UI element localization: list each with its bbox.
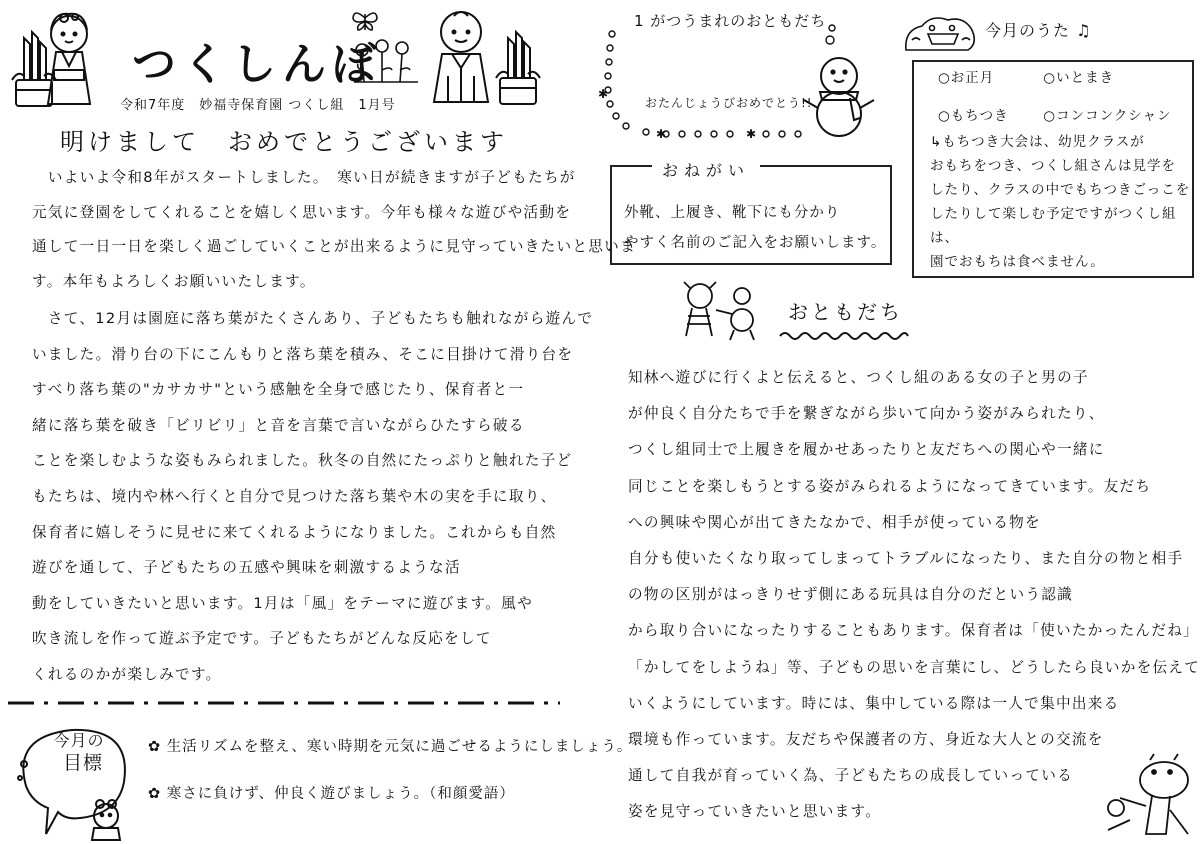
- paragraph-line: 通して一日一日を楽しく過ごしていくことが出来るように見守っていきたいと思いま: [32, 238, 636, 255]
- goal-item-text: 寒さに負けず、仲良く遊びましょう。（和顔愛語）: [166, 786, 515, 802]
- request-text: [624, 198, 886, 258]
- song-item: ○コンコンクシャン: [1043, 108, 1172, 124]
- song-note-line: 園でおもちは食べません。: [930, 254, 1105, 270]
- paragraph-line: もたちは、境内や林へ行くと自分で見つけた落ち葉や木の実を手に取り、: [32, 487, 557, 505]
- hippo-illustration: [1100, 750, 1196, 840]
- svg-text:✱: ✱: [746, 127, 757, 141]
- song-note-line: したり、クラスの中でもちつきごっこを: [930, 182, 1191, 198]
- svg-text:✱: ✱: [598, 87, 609, 101]
- paragraph-line: の物の区別がはっきりせず側にある玩具は自分のだという認識: [628, 586, 1074, 604]
- song-row: [938, 66, 1172, 104]
- paragraph-line: 保育者に嬉しそうに見せに来てくれるようになりました。これからも自然: [32, 523, 557, 541]
- section-divider: [8, 700, 560, 706]
- paragraph-line: への興味や関心が出てきたなかで、相手が使っている物を: [628, 513, 1041, 531]
- request-line: 外靴、上履き、靴下にも分かり: [624, 205, 841, 221]
- goal-item: [148, 782, 515, 803]
- issue-line: 令和7年度 妙福寺保育園 つくし組 1月号: [120, 98, 396, 113]
- goal-item: [148, 735, 632, 756]
- newsletter-title: つくしんぼ: [132, 39, 382, 90]
- paragraph-line: 自分も使いたくなり取ってしまってトラブルになったり、また自分の物と相手: [628, 549, 1184, 567]
- song-item-text: もちつき: [950, 108, 1009, 124]
- new-year-greeting: 明けまして おめでとうございます: [60, 128, 508, 156]
- paragraph-line: くれるのかが楽しみです。: [32, 665, 222, 683]
- girl-kimono-illustration: [36, 4, 102, 112]
- paragraph-line: 緒に落ち葉を破き「ビリビリ」と音を言葉で言いながらひたすら破る: [32, 416, 525, 434]
- request-heading: おねがい: [652, 158, 760, 181]
- paragraph-line: 同じことを楽しもうとする姿がみられるようになってきています。友だち: [628, 477, 1152, 495]
- intro-paragraph: [32, 166, 636, 304]
- paragraph-line: が仲良く自分たちで手を繋ぎながら歩いて向かう姿がみられたり、: [628, 405, 1105, 423]
- lion-dance-illustration: [902, 10, 978, 54]
- paragraph-line: 知林へ遊びに行くよと伝えると、つくし組のある女の子と男の子: [628, 369, 1089, 386]
- snowman-illustration: [796, 48, 882, 138]
- birthday-heading: 1 がつうまれのおともだち: [634, 12, 827, 30]
- song-item-text: お正月: [950, 70, 995, 86]
- friends-heading: おともだち: [788, 300, 903, 324]
- song-heading-text: 今月のうた: [985, 21, 1071, 40]
- flowers-illustration: [350, 38, 422, 86]
- paragraph-line: 姿を見守っていきたいと思います。: [628, 803, 882, 821]
- song-item: ○お正月: [938, 70, 995, 86]
- paragraph-line: いよいよ令和8年がスタートしました。 寒い日が続きますが子どもたちが: [32, 169, 576, 186]
- butterfly-icon: [350, 8, 380, 32]
- goal-item-text: 生活リズムを整え、寒い時期を元気に過ごせるようにしましょう。: [166, 739, 633, 755]
- song-note: [930, 130, 1200, 274]
- paragraph-line: 動をしていきたいと思います。1月は「風」をテーマに遊びます。風や: [32, 594, 533, 612]
- birthday-message: おたんじょうびおめでとう!!: [645, 96, 813, 110]
- paragraph-line: いくようにしています。時には、集中している際は一人で集中出来る: [628, 694, 1120, 712]
- paragraph-line: 元気に登園をしてくれることを嬉しく思います。今年も様々な遊びや活動を: [32, 203, 572, 221]
- autumn-paragraph: [32, 307, 593, 699]
- boy-hakama-illustration: [424, 6, 498, 110]
- paragraph-line: から取り合いになったりすることもあります。保育者は「使いたかったんだね」: [628, 622, 1200, 640]
- song-item: ○いとまき: [1043, 70, 1115, 86]
- paragraph-line: すべり落ち葉の"カサカサ"という感触を全身で感じたり、保育者と一: [32, 381, 525, 399]
- wavy-underline: [778, 330, 910, 342]
- song-note-line: おもちをつき、つくし組さんは見学を: [930, 158, 1176, 174]
- animal-friends-illustration: [676, 280, 772, 344]
- request-line: やすく名前のご記入をお願いします。: [624, 235, 887, 251]
- song-note-line: したりして楽しむ予定ですがつくし組は、: [930, 206, 1177, 246]
- paragraph-line: 吹き流しを作って遊ぶ予定です。子どもたちがどんな反応をして: [32, 630, 492, 648]
- paragraph-line: ことを楽しむような姿もみられました。秋冬の自然にたっぷりと触れた子ど: [32, 452, 573, 470]
- paragraph-line: 通して自我が育っていく為、子どもたちの成長していっている: [628, 767, 1074, 785]
- song-note-line: ↳もちつき大会は、幼児クラスが: [930, 134, 1145, 150]
- goal-heading: [14, 730, 144, 774]
- paragraph-line: 遊びを通して、子どもたちの五感や興味を刺激するような活: [32, 559, 461, 577]
- music-note-icon: ♫: [1076, 21, 1092, 40]
- paragraph-line: さて、12月は園庭に落ち葉がたくさんあり、子どもたちも触れながら遊んで: [32, 310, 594, 327]
- goal-heading-line1: 今月の: [53, 731, 105, 750]
- paragraph-line: いました。滑り台の下にこんもりと落ち葉を積み、そこに目掛けて滑り台を: [32, 345, 574, 363]
- song-heading: [985, 18, 1091, 41]
- song-item: ○もちつき: [938, 108, 1009, 124]
- flower-bullet-icon: ✿: [148, 786, 167, 802]
- song-item-text: いとまき: [1056, 70, 1115, 86]
- song-item-text: コンコンクシャン: [1056, 108, 1172, 124]
- flower-bullet-icon: ✿: [148, 739, 167, 755]
- paragraph-line: 「かしてをしようね」等、子どもの思いを言葉にし、どうしたら良いかを伝えて: [628, 658, 1200, 676]
- goal-heading-line2: 目標: [62, 752, 103, 774]
- paragraph-line: 環境も作っています。友だちや保護者の方、身近な大人との交流を: [628, 730, 1104, 748]
- paragraph-line: す。本年もよろしくお願いいたします。: [32, 272, 316, 290]
- kadomatsu-right-illustration: [492, 30, 544, 108]
- svg-text:✱: ✱: [656, 127, 667, 141]
- paragraph-line: つくし組同士で上履きを履かせあったりと友だちへの関心や一緒に: [628, 441, 1105, 459]
